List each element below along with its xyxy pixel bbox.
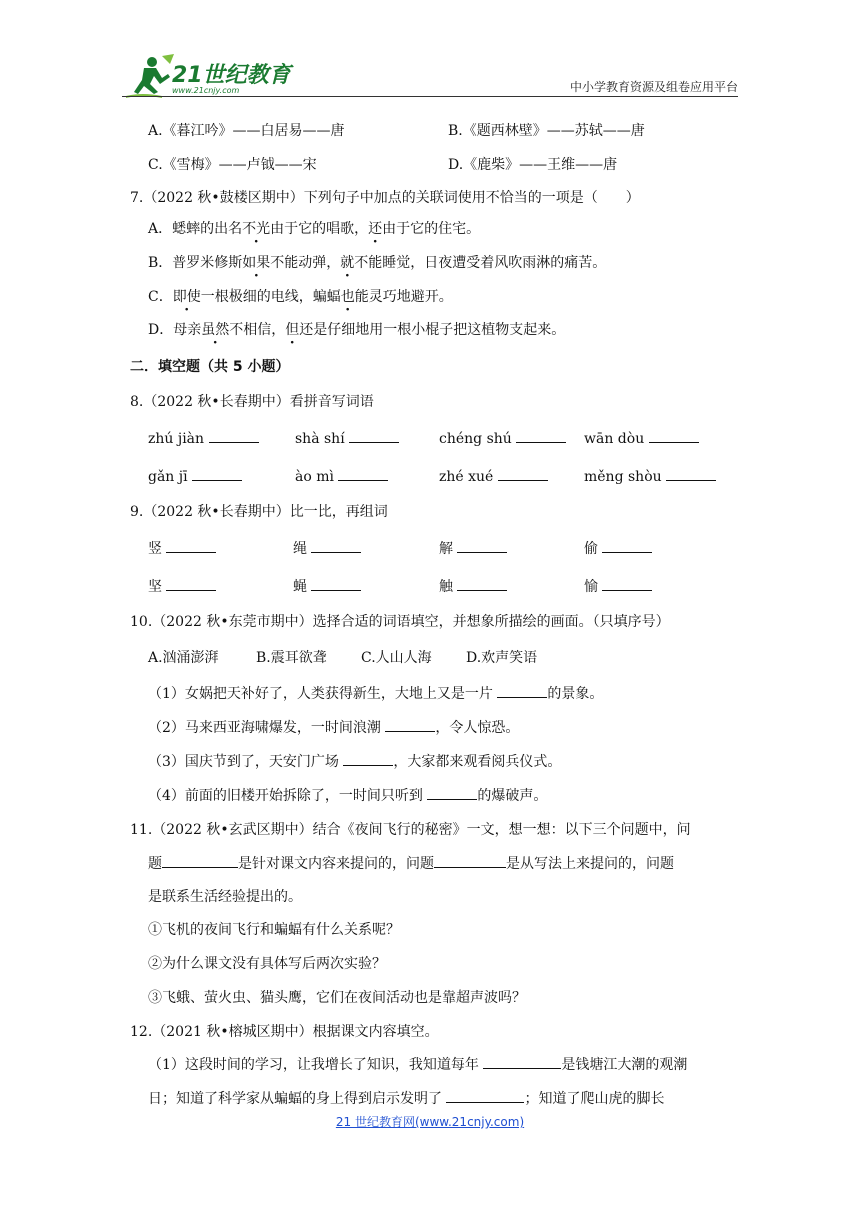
- header-rule: [122, 96, 738, 97]
- section-title: 二．填空题（共 5 小题）: [130, 359, 290, 375]
- q6-option-a: A.《暮江吟》——白居易——唐: [148, 123, 345, 139]
- platform-title: 中小学教育资源及组卷应用平台: [569, 80, 738, 94]
- q8-item: [148, 428, 259, 447]
- text: 的爆破声。: [477, 788, 548, 804]
- pinyin: ào mì: [295, 469, 334, 485]
- character: 偷: [584, 541, 598, 557]
- answer-blank[interactable]: [457, 538, 507, 553]
- answer-blank[interactable]: [446, 1088, 524, 1103]
- dotted-word: 如果: [242, 255, 271, 271]
- dotted-word: 就: [340, 255, 355, 271]
- text: ，令人惊恐。: [435, 720, 520, 736]
- text: 能灵巧地避开。: [354, 289, 453, 305]
- character: 解: [439, 541, 453, 557]
- q10-option-a: A.汹涌澎湃: [148, 650, 219, 666]
- q9-item: [148, 538, 216, 558]
- text: （1）这段时间的学习，让我增长了知识，我知道每年: [148, 1057, 484, 1073]
- q10-sentence-2: [148, 717, 519, 737]
- text: B．普罗米修斯: [148, 255, 243, 271]
- answer-blank[interactable]: [516, 428, 566, 443]
- answer-blank[interactable]: [385, 717, 435, 732]
- answer-blank[interactable]: [602, 538, 652, 553]
- q12-stem: 12.（2021 秋•榕城区期中）根据课文内容填空。: [130, 1024, 439, 1040]
- pinyin: měng shòu: [584, 469, 662, 485]
- q9-item: [439, 538, 507, 558]
- dotted-word: 虽然: [201, 322, 230, 338]
- answer-blank[interactable]: [162, 853, 238, 868]
- answer-blank[interactable]: [497, 683, 547, 698]
- q7-option-d: [148, 319, 565, 339]
- answer-blank[interactable]: [209, 428, 259, 443]
- character: 坚: [148, 579, 162, 595]
- answer-blank[interactable]: [483, 1054, 561, 1069]
- q11-item-2: ②为什么课文没有具体写后两次实验？: [148, 956, 386, 972]
- character: 愉: [584, 579, 598, 595]
- answer-blank[interactable]: [311, 576, 361, 591]
- q11-item-1: ①飞机的夜间飞行和蝙蝠有什么关系呢？: [148, 922, 400, 938]
- q6-option-b: B.《题西林壁》——苏轼——唐: [448, 123, 645, 139]
- text: 不相信，: [229, 322, 286, 338]
- text: 由于它的住宅。: [382, 221, 481, 237]
- q8-stem: 8.（2022 秋•长春期中）看拼音写词语: [130, 394, 374, 410]
- q9-item: [293, 576, 361, 596]
- q10-sentence-3: [148, 751, 561, 771]
- q8-item: [584, 428, 699, 447]
- text: 由于它的唱歌，: [270, 221, 369, 237]
- text: A．蟋蟀的出名: [148, 221, 243, 237]
- q11-line-3: 是联系生活经验提出的。: [148, 889, 302, 905]
- answer-blank[interactable]: [457, 576, 507, 591]
- text: 题: [148, 856, 162, 872]
- q8-item: [584, 466, 716, 485]
- pinyin: shà shí: [295, 431, 345, 447]
- q9-item: [148, 576, 216, 596]
- answer-blank[interactable]: [666, 466, 716, 481]
- answer-blank[interactable]: [602, 576, 652, 591]
- runner-icon: [122, 52, 176, 102]
- pinyin: zhé xué: [439, 469, 494, 485]
- character: 蝇: [293, 579, 307, 595]
- pinyin: gǎn jī: [148, 469, 188, 485]
- q12-line-1: [148, 1054, 687, 1074]
- answer-blank[interactable]: [649, 428, 699, 443]
- logo-url: www.21cnjy.com: [172, 86, 240, 95]
- answer-blank[interactable]: [166, 576, 216, 591]
- q11-line-2: [148, 853, 674, 873]
- dotted-word: 但: [285, 322, 300, 338]
- q9-item: [584, 538, 652, 558]
- q11-line-1: 11.（2022 秋•玄武区期中）结合《夜间飞行的秘密》一文，想一想：以下三个问题中，问: [130, 822, 691, 838]
- text: 是从写法上来提问的，问题: [506, 856, 674, 872]
- q9-item: [439, 576, 507, 596]
- answer-blank[interactable]: [427, 785, 477, 800]
- q6-option-c: C.《雪梅》——卢钺——宋: [148, 157, 317, 173]
- text: （2）马来西亚海啸爆发，一时间浪潮: [148, 720, 386, 736]
- q7-stem: 7.（2022 秋•鼓楼区期中）下列句子中加点的关联词使用不恰当的一项是（ ）: [130, 190, 640, 206]
- q10-option-d: D.欢声笑语: [466, 650, 538, 666]
- q9-stem: 9.（2022 秋•长春期中）比一比，再组词: [130, 504, 388, 520]
- dotted-word: 还: [368, 221, 383, 237]
- answer-blank[interactable]: [311, 538, 361, 553]
- text: ，大家都来观看阅兵仪式。: [393, 754, 562, 770]
- text: D．母亲: [148, 322, 202, 338]
- answer-blank[interactable]: [343, 751, 393, 766]
- text: 还是仔细地用一根小棍子把这植物支起来。: [299, 322, 566, 338]
- answer-blank[interactable]: [166, 538, 216, 553]
- q8-item: [295, 466, 388, 485]
- q12-line-2: [148, 1088, 664, 1108]
- text: （3）国庆节到了，天安门广场: [148, 754, 344, 770]
- text: C．: [148, 289, 173, 305]
- text: （1）女娲把天补好了，人类获得新生，大地上又是一片: [148, 686, 498, 702]
- pinyin: wān dòu: [584, 431, 645, 447]
- answer-blank[interactable]: [349, 428, 399, 443]
- q10-sentence-4: [148, 785, 547, 805]
- q8-item: [439, 428, 566, 447]
- q9-item: [584, 576, 652, 596]
- character: 竖: [148, 541, 162, 557]
- answer-blank[interactable]: [498, 466, 548, 481]
- pinyin: chéng shú: [439, 431, 512, 447]
- text: 是钱塘江大潮的观潮: [561, 1057, 688, 1073]
- character: 触: [439, 579, 453, 595]
- text: 日；知道了科学家从蝙蝠的身上得到启示发明了: [148, 1091, 447, 1107]
- q7-option-b: [148, 252, 606, 272]
- q8-item: [295, 428, 399, 447]
- character: 绳: [293, 541, 307, 557]
- answer-blank[interactable]: [192, 466, 242, 481]
- q7-option-a: [148, 218, 480, 238]
- q10-option-c: C.人山人海: [361, 650, 432, 666]
- dotted-word: 即使: [172, 289, 201, 305]
- q6-option-d: D.《鹿柴》——王维——唐: [448, 157, 618, 173]
- q8-item: [439, 466, 548, 485]
- q10-option-b: B.震耳欲聋: [256, 650, 327, 666]
- footer-link[interactable]: 21 世纪教育网(www.21cnjy.com): [335, 1115, 525, 1129]
- text: 是针对课文内容来提问的，问题: [238, 856, 434, 872]
- q8-item: [148, 466, 242, 485]
- dotted-word: 也: [340, 289, 355, 305]
- q10-stem: 10.（2022 秋•东莞市期中）选择合适的词语填空，并想象所描绘的画面。（只填序号）: [130, 614, 670, 630]
- pinyin: zhú jiàn: [148, 431, 205, 447]
- q11-item-3: ③飞蛾、萤火虫、猫头鹰，它们在夜间活动也是靠超声波吗？: [148, 990, 526, 1006]
- text: ；知道了爬山虎的脚长: [524, 1091, 665, 1107]
- logo-text: 21世纪教育: [172, 63, 291, 88]
- text: 不能动弹，: [270, 255, 341, 271]
- q7-option-c: [148, 286, 453, 306]
- q9-item: [293, 538, 361, 558]
- text: （4）前面的旧楼开始拆除了，一时间只听到: [148, 788, 428, 804]
- answer-blank[interactable]: [338, 466, 388, 481]
- text: 不能睡觉，日夜遭受着风吹雨淋的痛苦。: [354, 255, 607, 271]
- text: 一根极细的电线，蝙蝠: [200, 289, 341, 305]
- dotted-word: 不光: [242, 221, 271, 237]
- answer-blank[interactable]: [434, 853, 506, 868]
- q10-sentence-1: [148, 683, 603, 703]
- text: 的景象。: [547, 686, 604, 702]
